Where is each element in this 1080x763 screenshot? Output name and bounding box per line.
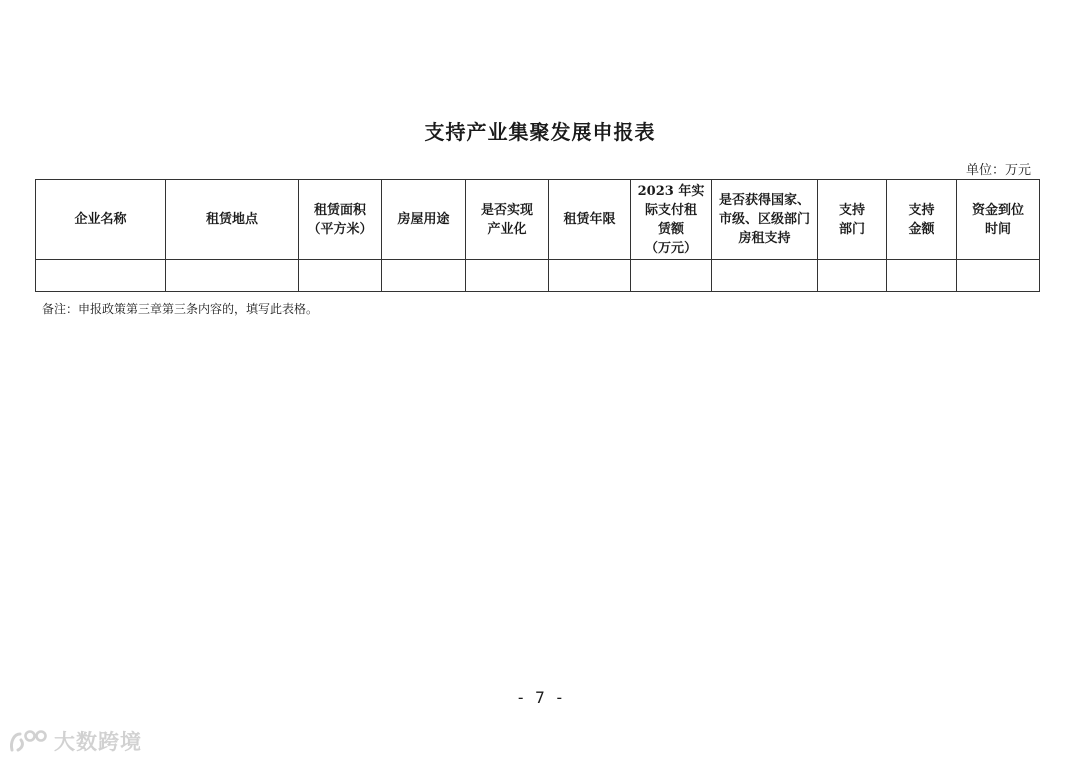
column-header: 支持 部门 — [818, 180, 887, 260]
table-cell[interactable] — [818, 260, 887, 292]
table-cell[interactable] — [166, 260, 299, 292]
column-header: 是否获得国家、 市级、区级部门 房租支持 — [712, 180, 818, 260]
column-header: 房屋用途 — [382, 180, 466, 260]
application-table — [35, 179, 1040, 292]
table-row — [36, 260, 1040, 292]
logo-icon — [8, 726, 50, 756]
table-cell[interactable] — [712, 260, 818, 292]
column-header: 租赁地点 — [166, 180, 299, 260]
table-cell[interactable] — [382, 260, 466, 292]
watermark — [8, 726, 142, 756]
column-header: 租赁面积 （平方米） — [299, 180, 382, 260]
table-cell[interactable] — [299, 260, 382, 292]
page-number: - 7 - — [515, 688, 565, 707]
table-cell[interactable] — [549, 260, 631, 292]
table-cell[interactable] — [36, 260, 166, 292]
page-title: 支持产业集聚发展申报表 — [424, 120, 656, 144]
column-header: 企业名称 — [36, 180, 166, 260]
column-header: 租赁年限 — [549, 180, 631, 260]
table-cell[interactable] — [466, 260, 549, 292]
column-header: 支持 金额 — [887, 180, 957, 260]
table-cell[interactable] — [631, 260, 712, 292]
watermark-text: 大数跨境 — [54, 730, 142, 754]
table-cell[interactable] — [887, 260, 957, 292]
unit-label: 单位：万元 — [965, 163, 1031, 178]
table-header-row — [36, 180, 1040, 260]
column-header: 是否实现 产业化 — [466, 180, 549, 260]
column-header: 2023 年实 际支付租 赁额 （万元） — [631, 180, 712, 260]
table-cell[interactable] — [957, 260, 1040, 292]
column-header: 资金到位 时间 — [957, 180, 1040, 260]
table-note: 备注：申报政策第三章第三条内容的，填写此表格。 — [42, 302, 319, 316]
